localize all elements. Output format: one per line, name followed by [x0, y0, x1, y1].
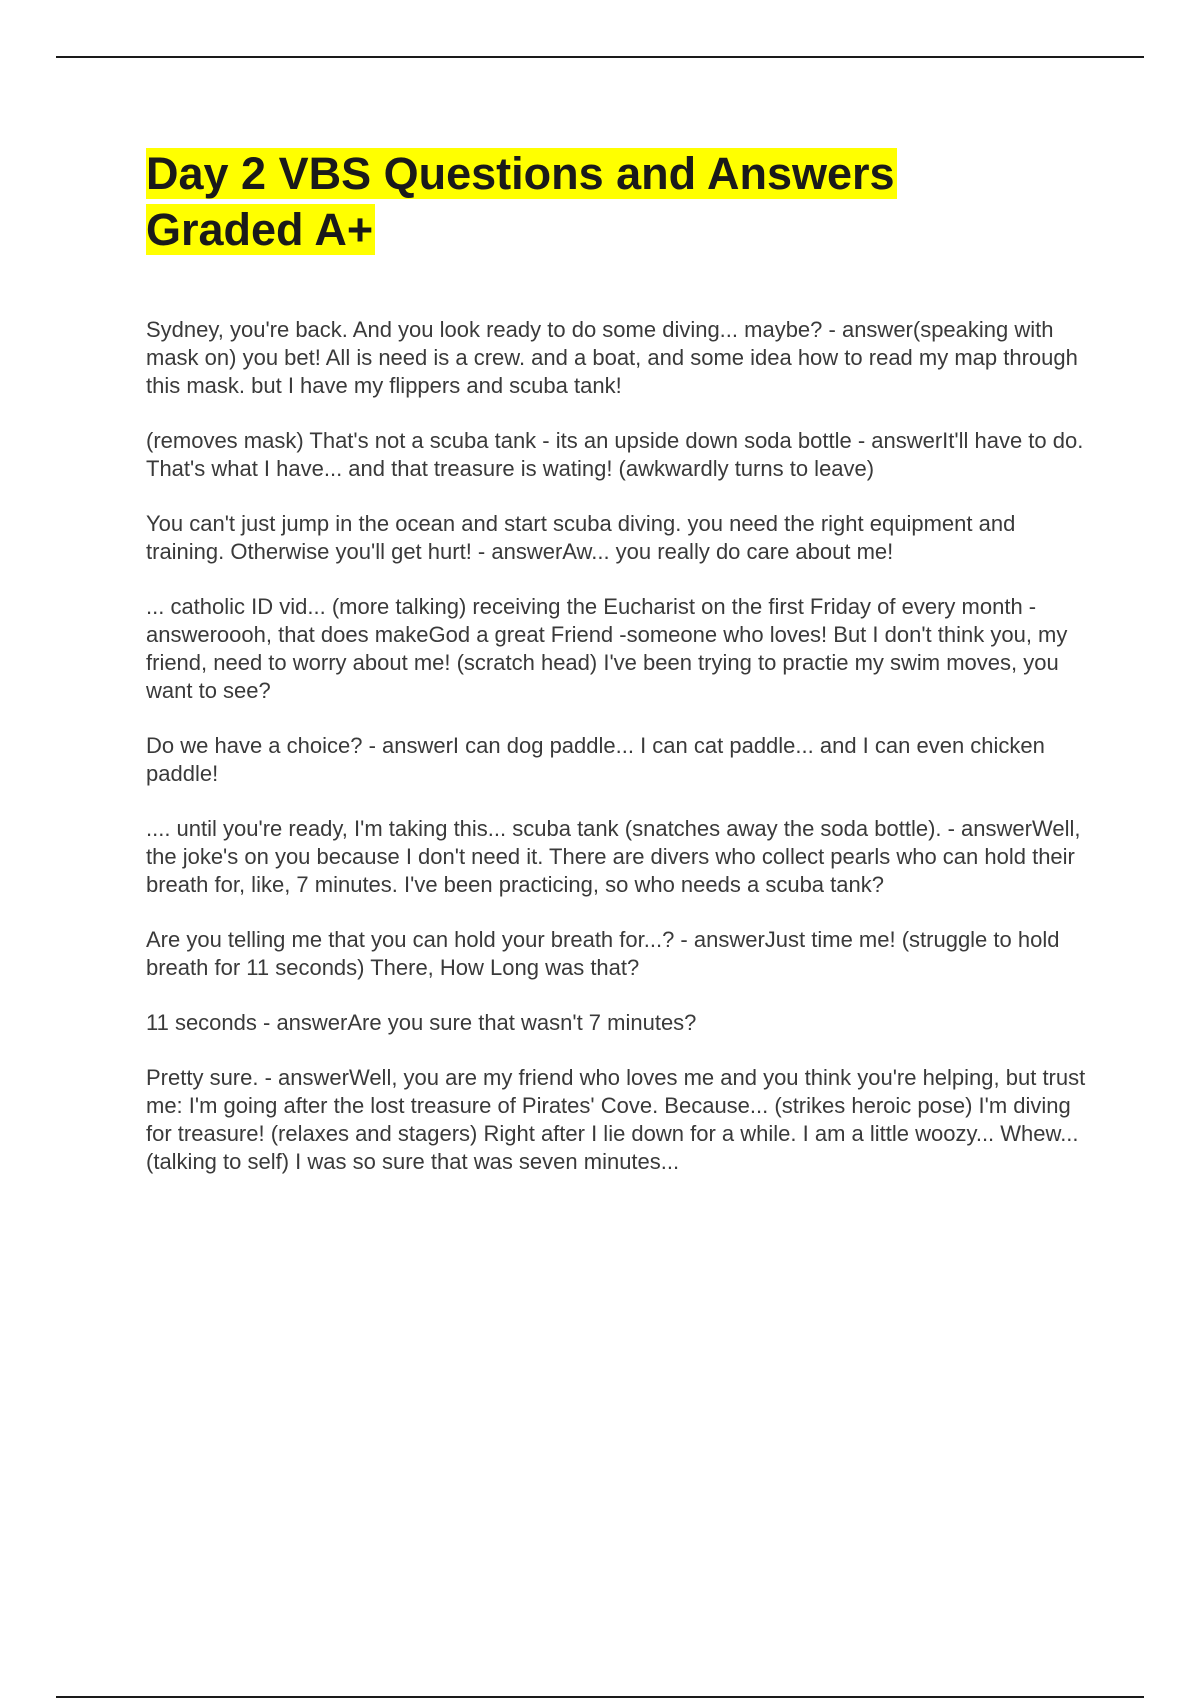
qa-item-9: Pretty sure. - answerWell, you are my friend who loves me and you think you're helping, but trust me: I'm going after the lost treasure of Pirates' Cove. Because... (strikes heroic pose) I'm diving for treasure! (relaxes and stagers) Right after I lie down for a while. I am a little woozy... Whew... (talking to self) I was so sure that was seven minutes...: [146, 1065, 1086, 1174]
qa-list: [146, 316, 1090, 1176]
qa-item-3: You can't just jump in the ocean and start scuba diving. you need the right equipment and training. Otherwise you'll get hurt! - answerAw... you really do care about me!: [146, 511, 1016, 564]
qa-item-6: .... until you're ready, I'm taking this... scuba tank (snatches away the soda bottle). - answerWell, the joke's on you because I don't need it. There are divers who collect pearls who can hold their breath for, like, 7 minutes. I've been practicing, so who needs a scuba tank?: [146, 816, 1081, 897]
qa-item-7: Are you telling me that you can hold your breath for...? - answerJust time me! (struggle to hold breath for 11 seconds) There, How Long was that?: [146, 927, 1060, 980]
qa-item-2: (removes mask) That's not a scuba tank - its an upside down soda bottle - answerIt'll have to do. That's what I have... and that treasure is wating! (awkwardly turns to leave): [146, 428, 1084, 481]
document-body: [146, 146, 1090, 1203]
title-line-2: Graded A+: [146, 204, 374, 255]
document-title: [146, 146, 1090, 258]
qa-item-8: 11 seconds - answerAre you sure that wasn't 7 minutes?: [146, 1010, 697, 1035]
top-rule: [56, 56, 1144, 58]
qa-item-5: Do we have a choice? - answerI can dog paddle... I can cat paddle... and I can even chicken paddle!: [146, 733, 1045, 786]
bottom-rule: [56, 1696, 1144, 1698]
qa-item-4: ... catholic ID vid... (more talking) receiving the Eucharist on the first Friday of every month - answeroooh, that does makeGod a great Friend -someone who loves! But I don't think you, my friend, need to worry about me! (scratch head) I've been trying to practie my swim moves, you want to see?: [146, 594, 1068, 703]
title-line-1: Day 2 VBS Questions and Answers: [146, 148, 895, 199]
qa-item-1: Sydney, you're back. And you look ready to do some diving... maybe? - answer(speaking with mask on) you bet! All is need is a crew. and a boat, and some idea how to read my map through this mask. but I have my flippers and scuba tank!: [146, 317, 1078, 398]
